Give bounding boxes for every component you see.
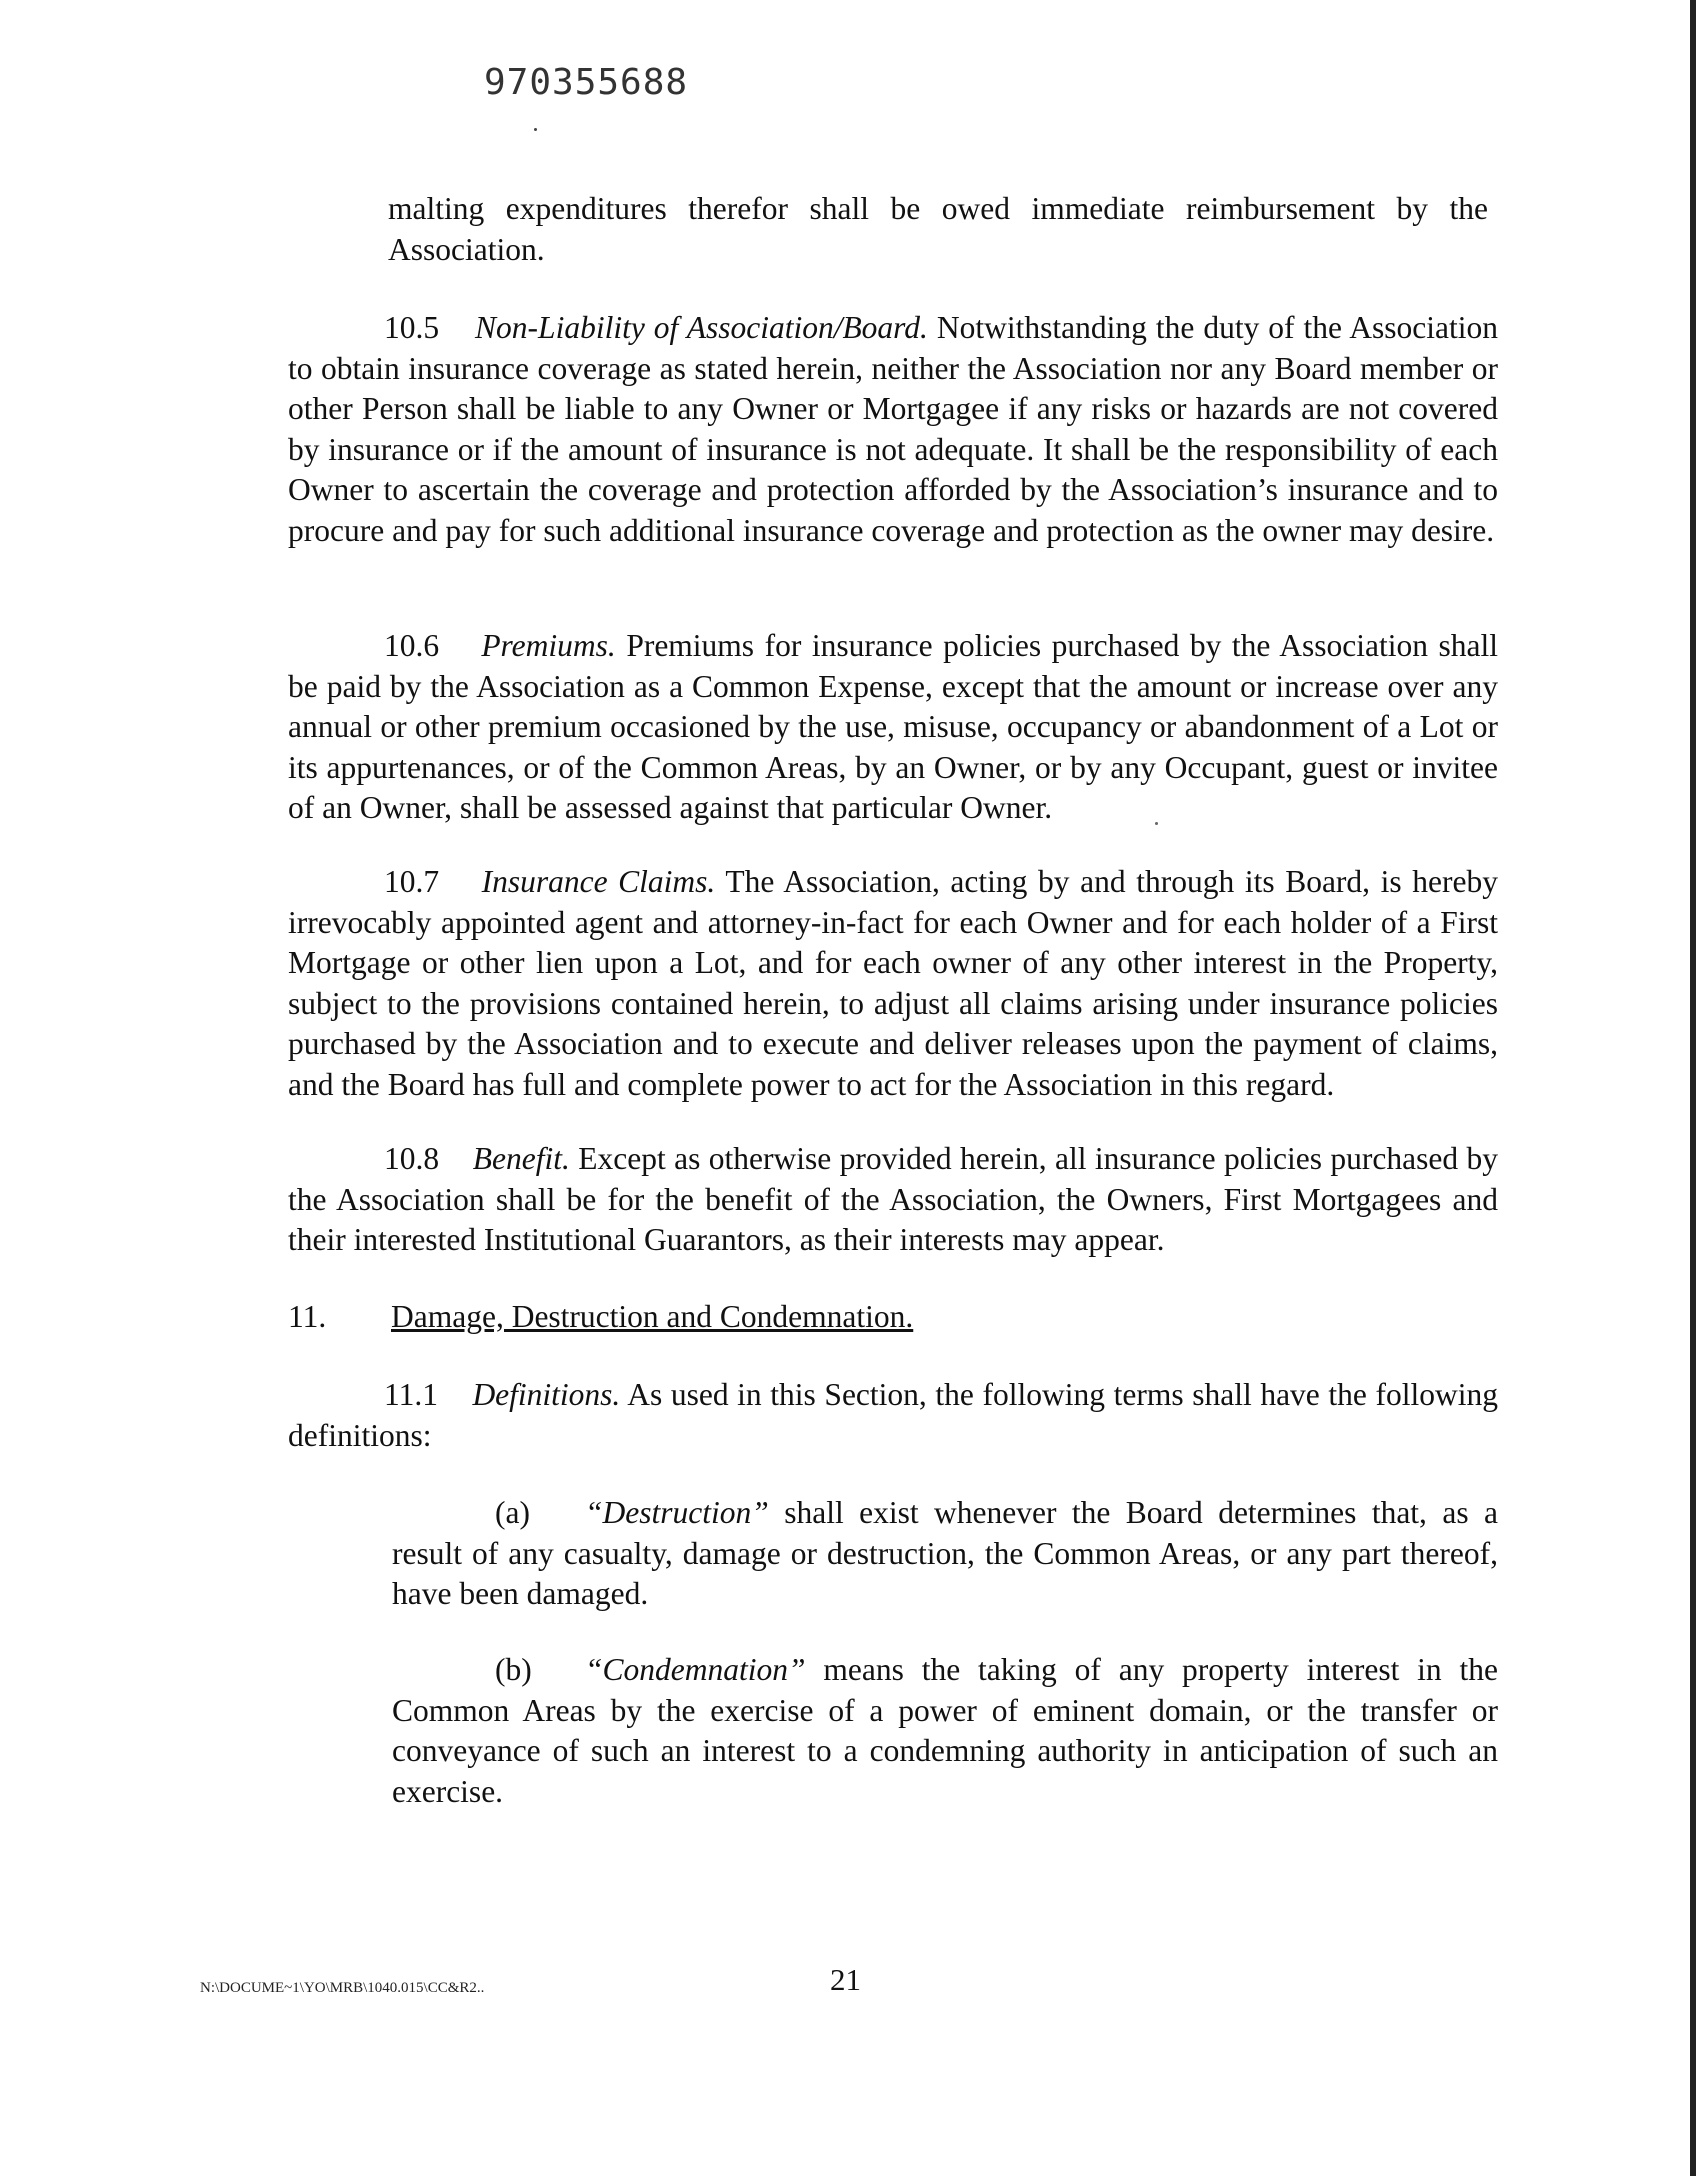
continuation-paragraph bbox=[388, 189, 1488, 270]
scan-edge bbox=[1690, 0, 1696, 2176]
section-11-1 bbox=[288, 1375, 1498, 1456]
section-text: As used in this Section, the following terms shall have the following definitions: bbox=[288, 1377, 1499, 1453]
section-10-7 bbox=[288, 862, 1498, 1105]
item-term: “Condemnation” bbox=[585, 1652, 806, 1687]
section-10-6 bbox=[288, 626, 1498, 829]
section-11-heading bbox=[288, 1297, 1498, 1338]
continuation-text: malting expenditures therefor shall be owed immediate reimbursement by the Association. bbox=[388, 191, 1488, 267]
item-label: (b) bbox=[495, 1652, 532, 1687]
item-text: means the taking of any property interest in the Common Areas by the exercise of a power of eminent domain, or the transfer or conveyance of such an interest to a condemning authority in anticipation of such an exercise. bbox=[392, 1652, 1499, 1809]
section-title: Premiums. bbox=[481, 628, 616, 663]
definition-item-b bbox=[392, 1650, 1498, 1812]
section-10-5 bbox=[288, 308, 1498, 551]
heading-number: 11. bbox=[288, 1299, 327, 1334]
section-text: Premiums for insurance policies purchased by the Association shall be paid by the Association as a Common Expense, except that the amount or increase over any annual or other premium occasioned by the use, misuse, occupancy or abandonment of a Lot or its appurtenances, or of the Common Areas, by an Owner, or by any Occupant, guest or invitee of an Owner, shall be assessed against that particular Owner. bbox=[288, 628, 1498, 825]
section-title: Insurance Claims. bbox=[481, 864, 716, 899]
section-text: Notwithstanding the duty of the Association to obtain insurance coverage as stated herein, neither the Association nor any Board member or other Person shall be liable to any Owner or Mortgagee if any risks or hazards are not covered by insurance or if the amount of insurance is not adequate. It shall be the responsibility of each Owner to ascertain the coverage and protection afforded by the Association’s insurance and to procure and pay for such additional insurance coverage and protection as the owner may desire. bbox=[288, 310, 1498, 548]
page-number: 21 bbox=[830, 1962, 861, 1997]
document-stamp-number: 970355688 bbox=[484, 62, 689, 103]
section-text: Except as otherwise provided herein, all insurance policies purchased by the Association shall be for the benefit of the Association, the Owners, First Mortgagees and their interested Institutional Guarantors, as their interests may appear. bbox=[288, 1141, 1499, 1257]
section-title: Benefit. bbox=[472, 1141, 570, 1176]
section-10-8 bbox=[288, 1139, 1498, 1261]
heading-title: Damage, Destruction and Condemnation. bbox=[391, 1299, 914, 1334]
item-term: “Destruction” bbox=[585, 1495, 769, 1530]
section-text: The Association, acting by and through its Board, is hereby irrevocably appointed agent and attorney-in-fact for each Owner and for each holder of a First Mortgage or other lien upon a Lot, and for each owner of any other interest in the Property, subject to the provisions contained herein, to adjust all claims arising under insurance policies purchased by the Association and to execute and deliver releases upon the payment of claims, and the Board has full and complete power to act for the Association in this regard. bbox=[288, 864, 1498, 1102]
item-text: shall exist whenever the Board determines that, as a result of any casualty, damage or destruction, the Common Areas, or any part thereof, have been damaged. bbox=[392, 1495, 1498, 1611]
section-number: 11.1 bbox=[384, 1377, 438, 1412]
section-number: 10.5 bbox=[384, 310, 440, 345]
definition-item-a bbox=[392, 1493, 1498, 1615]
speck bbox=[534, 128, 537, 131]
footer-file-path: N:\DOCUME~1\YO\MRB\1040.015\CC&R2.. bbox=[200, 1980, 485, 1996]
section-number: 10.8 bbox=[384, 1141, 440, 1176]
section-number: 10.6 bbox=[384, 628, 440, 663]
section-title: Non-Liability of Association/Board. bbox=[475, 310, 928, 345]
item-label: (a) bbox=[495, 1495, 530, 1530]
section-title: Definitions. bbox=[472, 1377, 621, 1412]
section-number: 10.7 bbox=[384, 864, 440, 899]
